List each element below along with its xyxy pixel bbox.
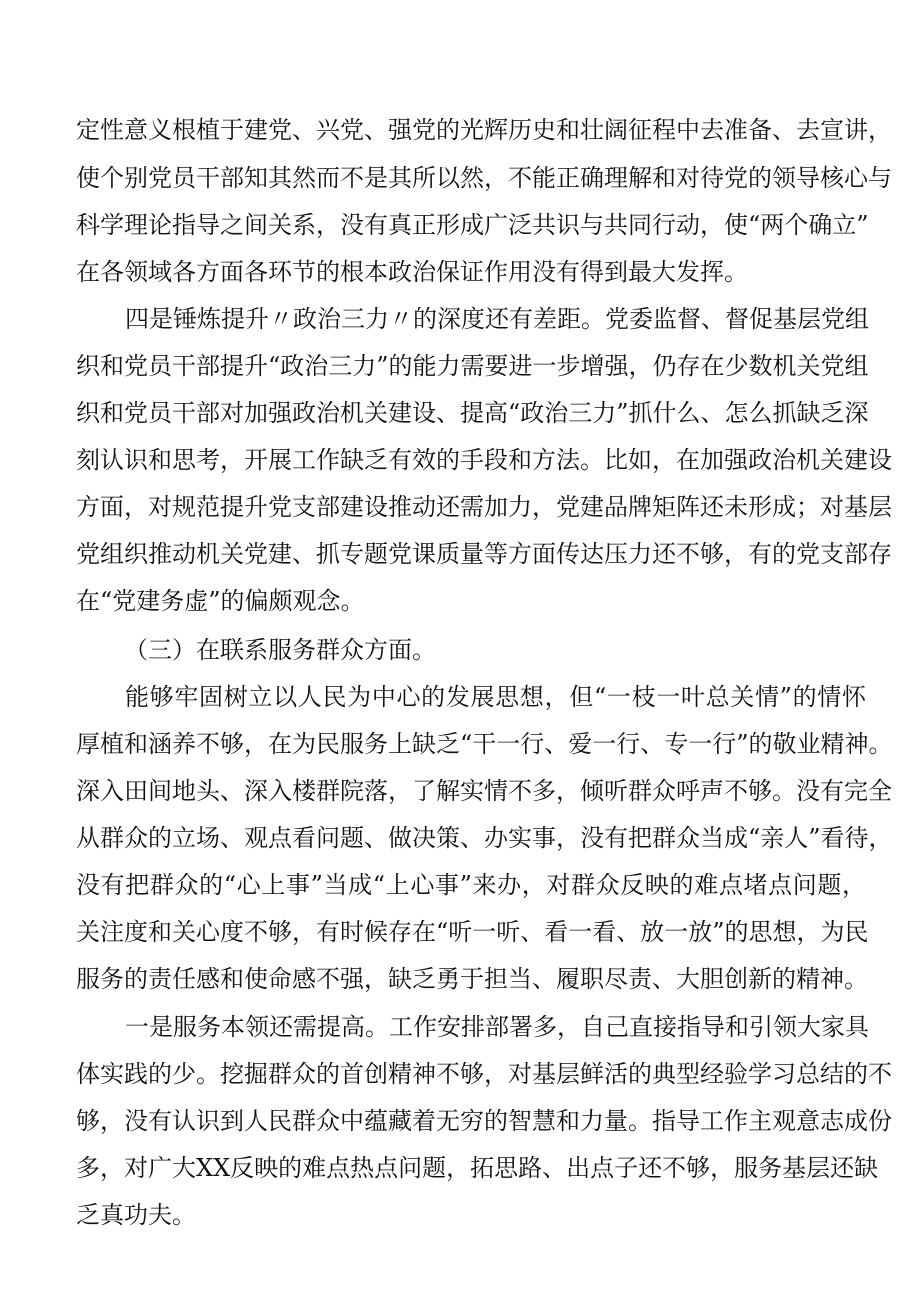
paragraph-line: 够，没有认识到人民群众中蕴藏着无穷的智慧和力量。指导工作主观意志成份 (76, 1107, 892, 1135)
paragraph-line: 厚植和涵养不够，在为民服务上缺乏“干一行、爱一行、专一行”的敬业精神。 (76, 730, 893, 758)
paragraph-line: 科学理论指导之间关系，没有真正形成广泛共识与共同行动，使“两个确立” (76, 211, 869, 239)
paragraph-line: 体实践的少。挖掘群众的首创精神不够，对基层鲜活的典型经验学习总结的不 (76, 1060, 892, 1088)
paragraph-line: 在“党建务虚”的偏颇观念。 (76, 587, 365, 615)
paragraph-line: 织和党员干部提升“政治三力”的能力需要进一步增强，仍存在少数机关党组 (76, 352, 869, 380)
paragraph-line: 从群众的立场、观点看问题、做决策、办实事，没有把群众当成“亲人”看待， (76, 824, 893, 852)
paragraph-line: 一是服务本领还需提高。工作安排部署多，自己直接指导和引领大家具 (125, 1013, 869, 1041)
paragraph-line: 深入田间地头、深入楼群院落，了解实情不多，倾听群众呼声不够。没有完全 (76, 777, 892, 805)
paragraph-line: 乏真功夫。 (76, 1201, 196, 1229)
paragraph-line: 刻认识和思考，开展工作缺乏有效的手段和方法。比如，在加强政治机关建设 (76, 446, 892, 474)
paragraph-line: 关注度和关心度不够，有时候存在“听一听、看一看、放一放”的思想，为民 (76, 918, 869, 946)
paragraph-line: 能够牢固树立以人民为中心的发展思想，但“一枝一叶总关情”的情怀 (125, 683, 866, 711)
paragraph-line: 方面，对规范提升党支部建设推动还需加力，党建品牌矩阵还未形成；对基层 (76, 493, 892, 521)
section-heading: （三）在联系服务群众方面。 (124, 636, 436, 664)
paragraph-line: 使个别党员干部知其然而不是其所以然，不能正确理解和对待党的领导核心与 (76, 164, 892, 192)
paragraph-line: 党组织推动机关党建、抓专题党课质量等方面传达压力还不够，有的党支部存 (76, 540, 892, 568)
paragraph-line: 多，对广大XX反映的难点热点问题，拓思路、出点子还不够，服务基层还缺 (76, 1154, 879, 1182)
paragraph-line: 四是锤炼提升〃政治三力〃的深度还有差距。党委监督、督促基层党组 (125, 305, 869, 333)
paragraph-line: 服务的责任感和使命感不强，缺乏勇于担当、履职尽责、大胆创新的精神。 (76, 965, 868, 993)
paragraph-line: 在各领域各方面各环节的根本政治保证作用没有得到最大发挥。 (76, 258, 748, 286)
paragraph-line: 织和党员干部对加强政治机关建设、提高“政治三力”抓什么、怎么抓缺乏深 (76, 399, 869, 427)
paragraph-line: 没有把群众的“心上事”当成“上心事”来办，对群众反映的难点堵点问题， (76, 871, 866, 899)
paragraph-line: 定性意义根植于建党、兴党、强党的光辉历史和壮阔征程中去准备、去宣讲， (76, 116, 892, 144)
